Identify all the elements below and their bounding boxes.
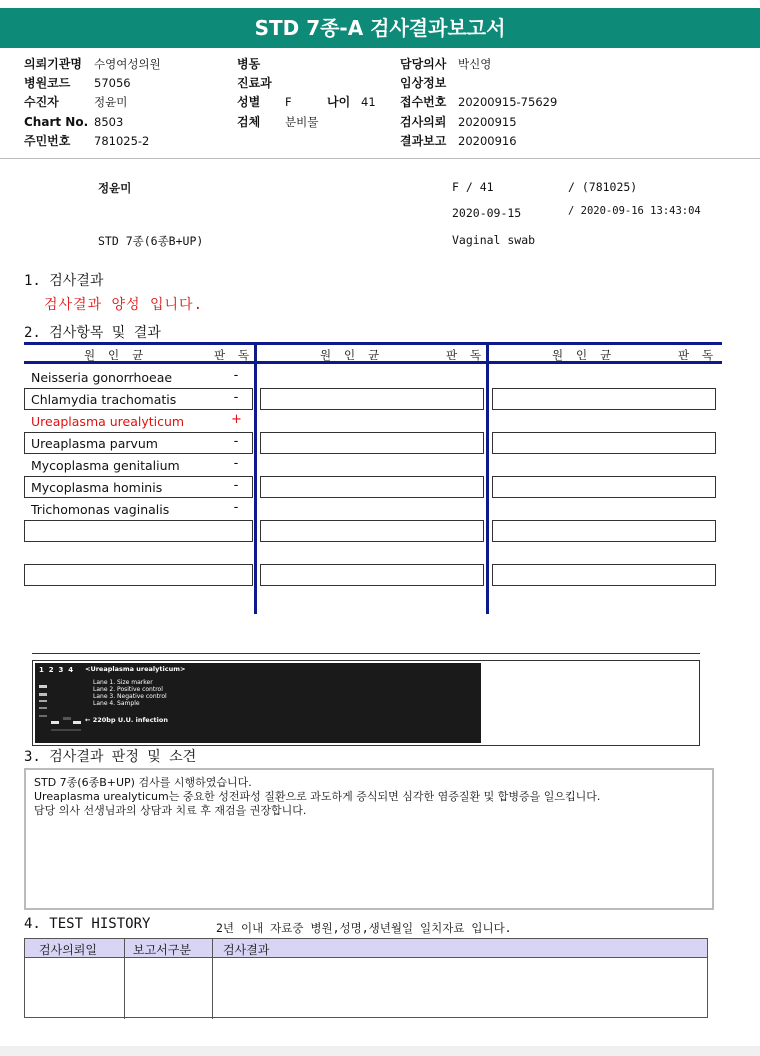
section-3-title: 3. 검사결과 판정 및 소견 [24, 749, 197, 765]
clinical-field: 임상정보 [400, 76, 447, 90]
patient-sex-age: F / 41 [452, 180, 494, 194]
table-divider-1 [254, 342, 257, 614]
table-row: Chlamydia trachomatis - [24, 388, 253, 410]
history-col-result: 검사결과 [223, 943, 270, 957]
history-note: 2년 이내 자료중 병원,성명,생년월일 일치자료 입니다. [216, 921, 512, 935]
table-row-empty [260, 432, 484, 454]
specimen-type: Vaginal swab [452, 233, 536, 247]
table-row-empty [24, 564, 253, 586]
gel-divider [32, 653, 700, 654]
gel-figure-box [32, 660, 700, 746]
table-row: Mycoplasma genitalium - [31, 456, 239, 473]
report-datetime: / 2020-09-16 13:43:04 [568, 205, 701, 217]
col-pathogen-2: 원 인 균 [320, 348, 383, 362]
opinion-box [24, 768, 714, 910]
table-row-empty [492, 476, 716, 498]
age-field: 나이 41 [327, 95, 376, 109]
results-table-header [24, 342, 722, 364]
request-date: 2020-09-15 [452, 206, 522, 220]
test-name: STD 7종(6종B+UP) [98, 234, 204, 248]
patient-name: 정윤미 [98, 181, 132, 195]
section-4-title: 4. TEST HISTORY [24, 916, 151, 932]
gel-electrophoresis-image [35, 663, 481, 743]
table-row-empty [260, 388, 484, 410]
report-title: STD 7종-A 검사결과보고서 [0, 8, 760, 48]
chart-no-field: Chart No. 8503 [24, 115, 124, 129]
hospital-code-field: 병원코드 57056 [24, 76, 131, 90]
ward-field: 병동 [237, 57, 261, 71]
col-pathogen-1: 원 인 균 [84, 348, 147, 362]
header-divider [0, 158, 760, 159]
positive-message: 검사결과 양성 입니다. [44, 297, 204, 313]
table-row-empty [492, 520, 716, 542]
table-row-empty [492, 564, 716, 586]
rrn-field: 주민번호 781025-2 [24, 134, 150, 148]
history-col-type: 보고서구분 [133, 943, 191, 957]
table-row-empty [492, 388, 716, 410]
table-row: Trichomonas vaginalis - [31, 500, 239, 517]
table-row-empty [492, 432, 716, 454]
reported-field: 결과보고 20200916 [400, 134, 517, 148]
table-row-empty [260, 476, 484, 498]
table-divider-2 [486, 342, 489, 614]
gel-lane-numbers: 1 2 3 4 [39, 666, 74, 674]
gel-bands [35, 663, 85, 743]
patient-field: 수진자 정윤미 [24, 95, 128, 109]
table-row: Ureaplasma parvum - [24, 432, 253, 454]
table-row-empty [24, 520, 253, 542]
table-row: Neisseria gonorrhoeae - [31, 368, 239, 385]
history-table-body [24, 958, 708, 1018]
section-1-title: 1. 검사결과 [24, 273, 104, 289]
gel-legend: <Ureaplasma urealyticum> Lane 1. Size marker Lane 2. Positive control Lane 3. Negative control Lane 4. Sample ← 220bp U.U. infection [85, 665, 186, 724]
patient-birth: / (781025) [568, 180, 638, 194]
reception-field: 접수번호 20200915-75629 [400, 95, 558, 109]
table-row-empty [260, 520, 484, 542]
table-row-empty [260, 564, 484, 586]
requested-field: 검사의뢰 20200915 [400, 115, 517, 129]
section-2-title: 2. 검사항목 및 결과 [24, 325, 161, 341]
table-row: Ureaplasma urealyticum + [31, 412, 242, 429]
specimen-field: 검체 분비물 [237, 115, 319, 129]
hospital-field: 의뢰기관명 수영여성의원 [24, 57, 161, 71]
table-row: Mycoplasma hominis - [24, 476, 253, 498]
col-result-2: 판 독 [446, 348, 485, 362]
history-col-date: 검사의뢰일 [39, 943, 97, 957]
history-table-header [24, 938, 708, 958]
col-pathogen-3: 원 인 균 [552, 348, 615, 362]
col-result-1: 판 독 [214, 348, 253, 362]
sex-field: 성별 F [237, 95, 292, 109]
opinion-text: STD 7종(6종B+UP) 검사를 시행하였습니다. Ureaplasma urealyticum는 중요한 성전파성 질환으로 과도하게 증식되면 심각한 염증질환 및 합병증을 일으킵니다. 담당 의사 선생님과의 상담과 치료 후 재검을 권장합니다. [34, 776, 601, 817]
col-result-3: 판 독 [678, 348, 717, 362]
dept-field: 진료과 [237, 76, 272, 90]
doctor-field: 담당의사 박신영 [400, 57, 492, 71]
